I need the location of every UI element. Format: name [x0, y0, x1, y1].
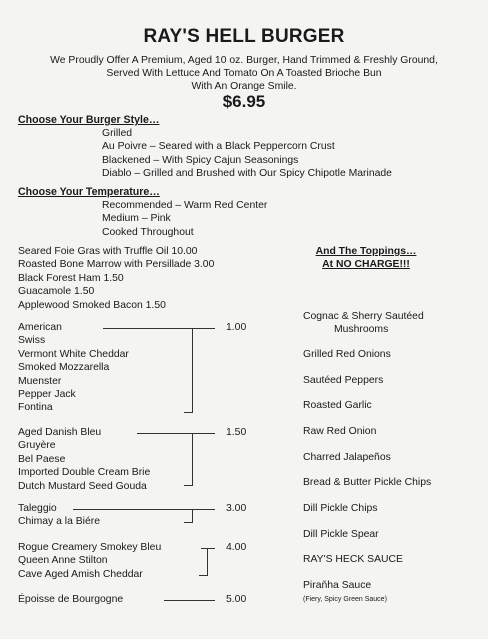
free-topping: Cognac & Sherry Sautéed [303, 311, 424, 322]
cheese-item: Queen Anne Stilton [18, 555, 108, 567]
bracket-foot [184, 412, 193, 413]
premium-topping: Guacamole 1.50 [18, 286, 95, 298]
premium-topping: Roasted Bone Marrow with Persillade 3.00 [18, 259, 215, 271]
cheese-item: Aged Danish Bleu [18, 427, 102, 438]
temperature-list [102, 199, 267, 239]
free-topping: RAY'S HECK SAUCE [303, 554, 403, 565]
free-topping: Bread & Butter Pickle Chips [303, 477, 432, 488]
premium-topping: Applewood Smoked Bacon 1.50 [18, 299, 166, 311]
group-bracket [192, 509, 193, 522]
bracket-foot [199, 575, 208, 576]
temperature-heading: Choose Your Temperature… [18, 186, 160, 198]
menu-title: RAY'S HELL BURGER [143, 26, 345, 47]
cheese-group-3 [18, 502, 100, 529]
cheese-item: Cave Aged Amish Cheddar [18, 568, 143, 580]
temperature-item: Recommended – Warm Red Center [102, 200, 268, 211]
free-topping: Mushrooms [334, 324, 389, 335]
cheese-item: Taleggio [18, 503, 57, 514]
price-leader-line [103, 328, 215, 329]
price-leader-line [201, 548, 215, 549]
cheese-item: Vermont White Cheddar [18, 348, 129, 360]
cheese-item: Smoked Mozzarella [18, 362, 110, 374]
cheese-item: Muenster [18, 375, 62, 387]
cheese-item: Imported Double Cream Brie [18, 467, 151, 479]
bracket-foot [184, 485, 193, 486]
style-item: Au Poivre – Seared with a Black Peppercorn Crust [102, 141, 335, 153]
style-list [102, 127, 392, 181]
free-topping: Charred Jalapeños [303, 452, 391, 463]
burger-description [0, 54, 488, 93]
cheese-item: Rogue Creamery Smokey Bleu [18, 542, 162, 553]
cheese-group-4 [18, 541, 161, 581]
premium-topping: Seared Foie Gras with Truffle Oil 10.00 [18, 246, 198, 257]
description-line: We Proudly Offer A Premium, Aged 10 oz. Burger, Hand Trimmed & Freshly Ground, [50, 55, 438, 66]
free-topping: Roasted Garlic [303, 400, 372, 411]
free-topping: Dill Pickle Spear [303, 529, 379, 540]
cheese-item: Époisse de Bourgogne [18, 594, 124, 605]
cheese-group-5 [18, 593, 123, 606]
price-leader-line [164, 600, 215, 601]
description-line: With An Orange Smile. [191, 81, 297, 92]
group-bracket [192, 328, 193, 412]
burger-price: $6.95 [222, 92, 266, 111]
cheese-group-price: 4.00 [226, 542, 247, 553]
cheese-item: Fontina [18, 402, 53, 414]
sauce-note: (Fiery, Spicy Green Sauce) [303, 596, 387, 603]
temperature-item: Medium – Pink [102, 213, 171, 225]
premium-toppings-list [18, 245, 214, 312]
free-topping: Piraňha Sauce [303, 580, 372, 591]
group-bracket [192, 433, 193, 485]
free-topping: Grilled Red Onions [303, 349, 391, 360]
free-topping: Raw Red Onion [303, 426, 377, 437]
cheese-item: Pepper Jack [18, 389, 76, 401]
group-bracket [207, 548, 208, 575]
temperature-item: Cooked Throughout [102, 226, 194, 238]
price-leader-line [73, 509, 215, 510]
free-toppings-heading [296, 245, 436, 272]
cheese-item: Bel Paese [18, 453, 66, 465]
style-item: Blackened – With Spicy Cajun Seasonings [102, 154, 299, 166]
cheese-item: Gruyère [18, 440, 56, 452]
cheese-group-1 [18, 321, 129, 415]
cheese-group-price: 3.00 [226, 503, 247, 514]
free-topping: Sautéed Peppers [303, 375, 384, 386]
bracket-foot [184, 522, 193, 523]
description-line: Served With Lettuce And Tomato On A Toasted Brioche Bun [106, 68, 382, 79]
premium-topping: Black Forest Ham 1.50 [18, 272, 124, 284]
cheese-group-price: 1.00 [226, 322, 247, 333]
cheese-item: Dutch Mustard Seed Gouda [18, 480, 147, 492]
cheese-item: Swiss [18, 335, 46, 347]
cheese-group-price: 1.50 [226, 427, 247, 438]
free-topping: Dill Pickle Chips [303, 503, 378, 514]
cheese-item: Chimay a la Biére [18, 516, 101, 528]
style-item: Grilled [102, 128, 133, 139]
style-item: Diablo – Grilled and Brushed with Our Spicy Chipotle Marinade [102, 168, 392, 180]
cheese-group-price: 5.00 [226, 594, 247, 605]
cheese-item: American [18, 322, 62, 333]
free-toppings-heading-line: At NO CHARGE!!! [322, 259, 410, 271]
price-leader-line [137, 433, 215, 434]
cheese-group-2 [18, 426, 150, 493]
free-toppings-heading-line: And The Toppings… [315, 246, 417, 257]
style-heading: Choose Your Burger Style… [18, 114, 160, 126]
